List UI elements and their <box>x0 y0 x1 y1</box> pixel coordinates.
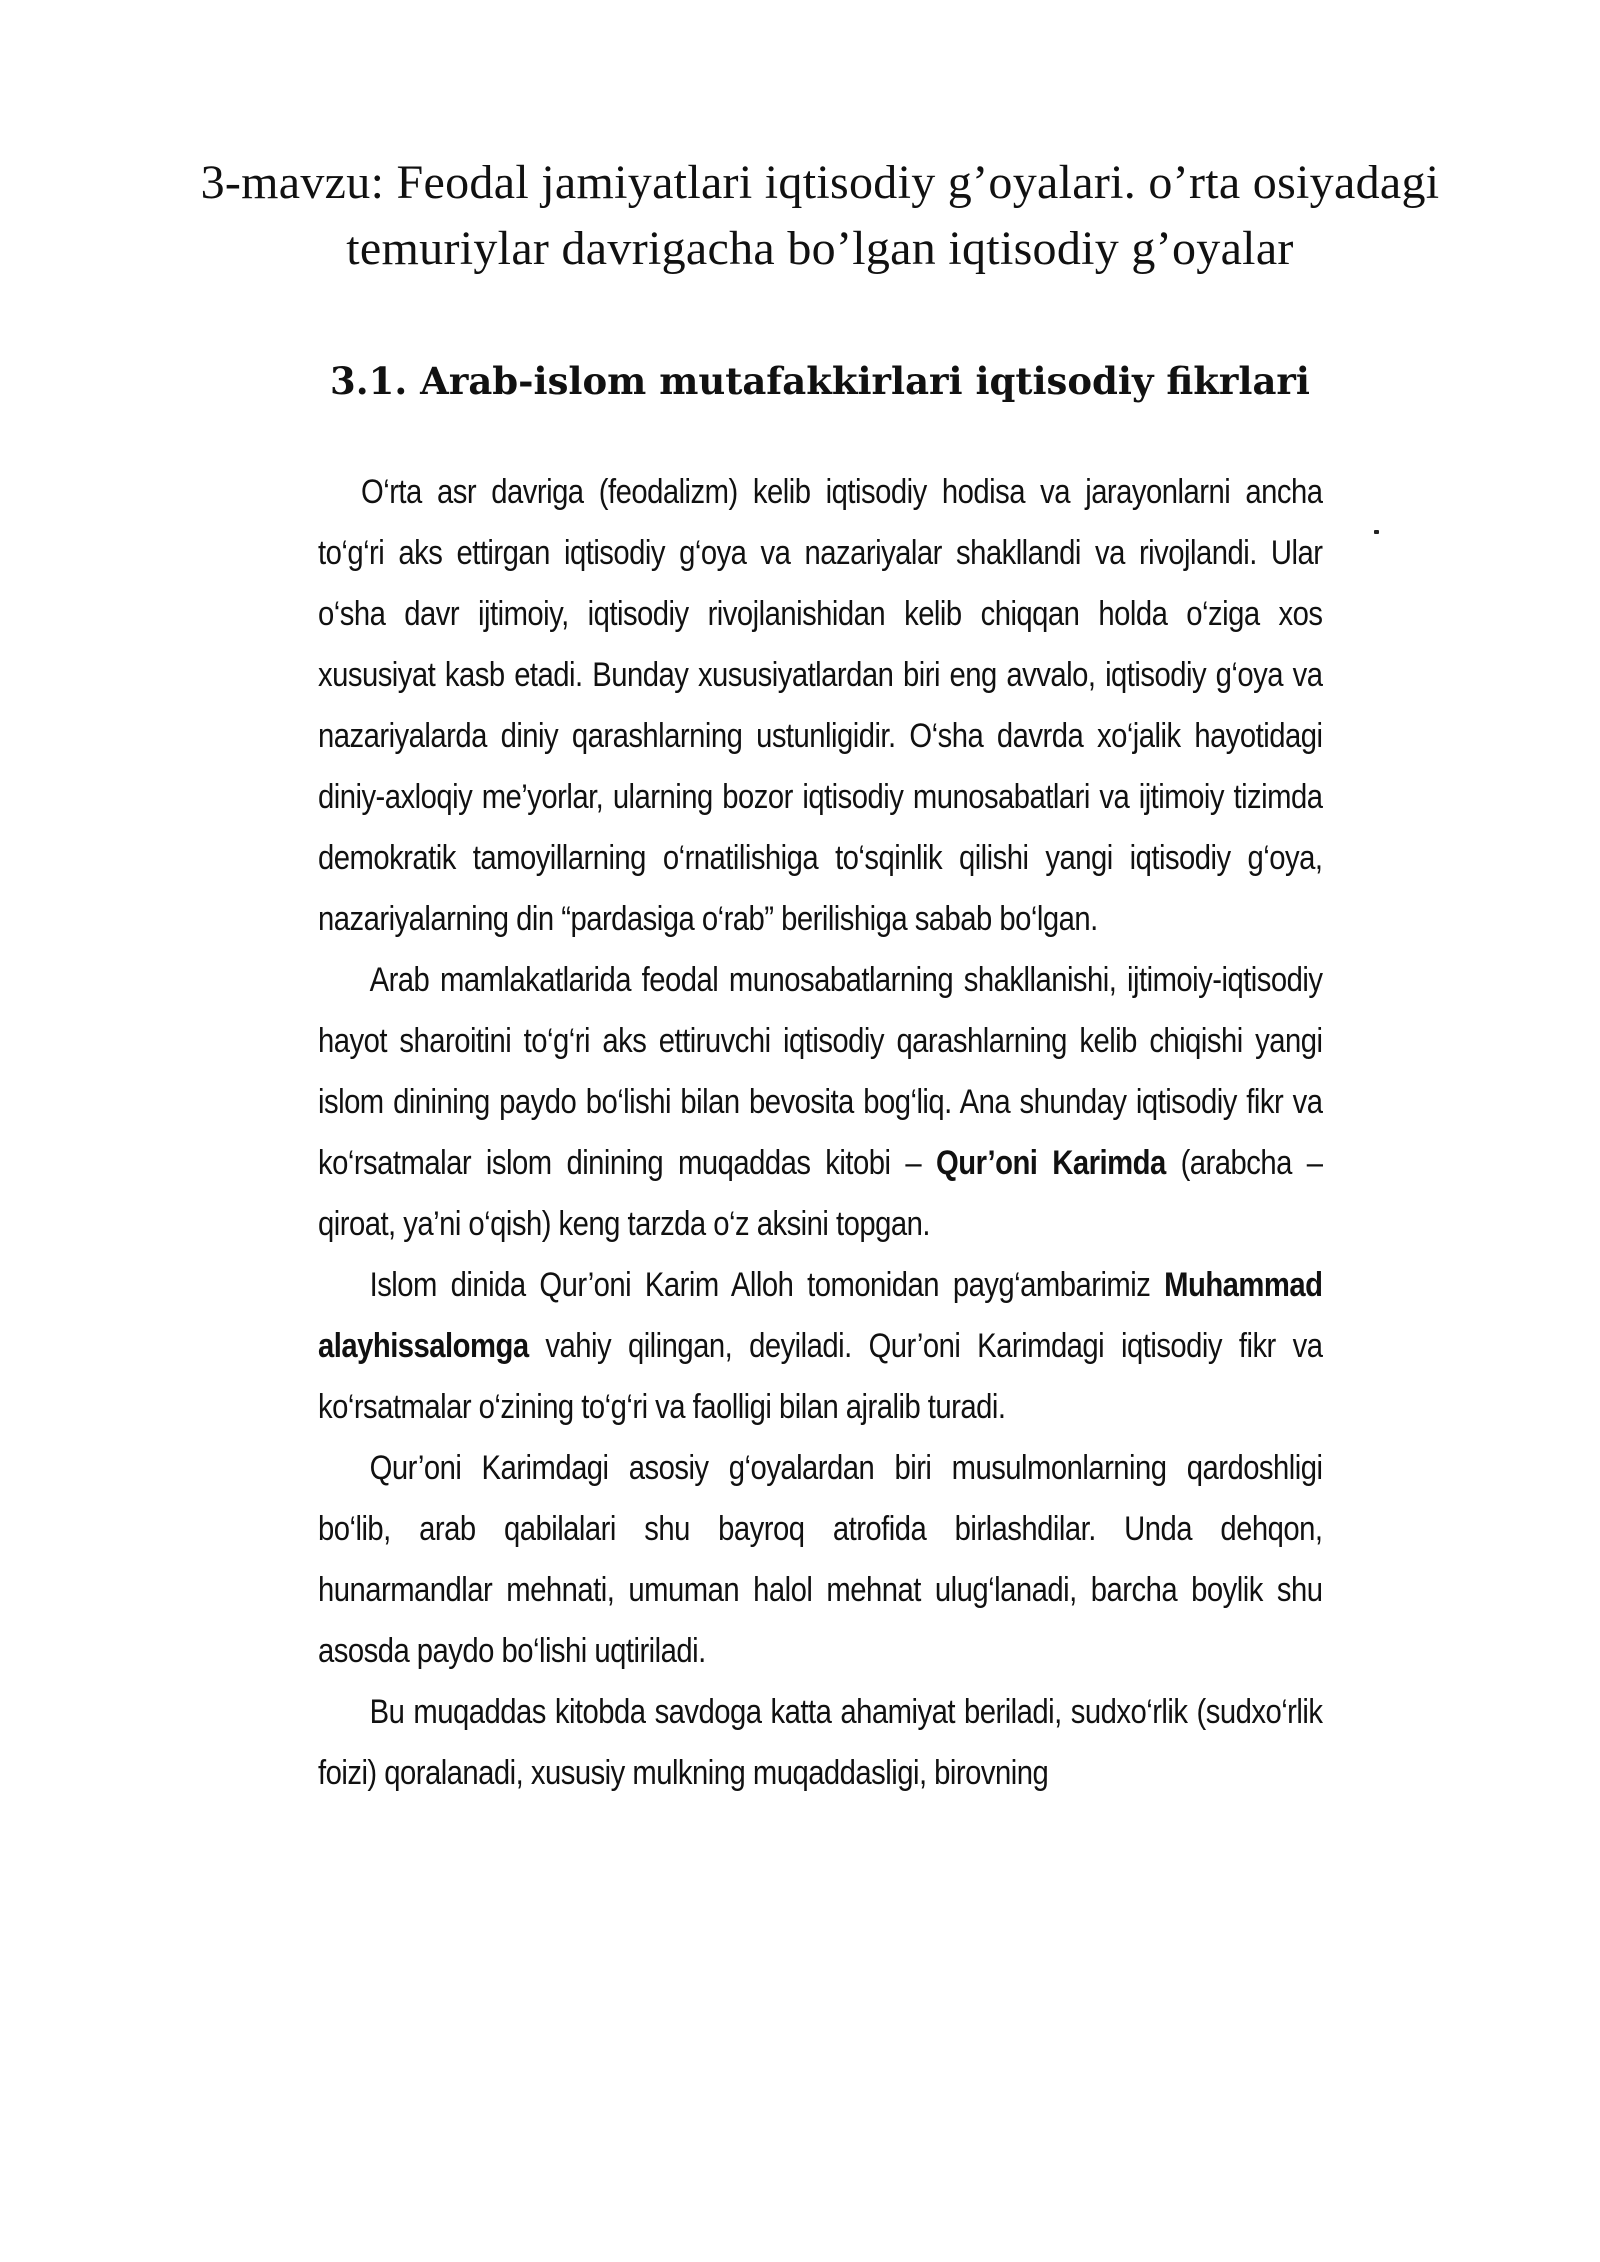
paragraph-2-text-before: Arab mamlakatlarida feodal munosabatlarning shakllanishi, ijtimoiy-iqtisodiy hayot sharoitini to‘g‘ri aks ettiruvchi iqtisodiy qarashlarning kelib chiqishi yangi islom dinining paydo bo‘lishi bilan bevosita bog‘liq. Ana shunday iqtisodiy fikr va ko‘rsatmalar islom dinining muqaddas kitobi – <box>318 961 1323 1182</box>
topic-title: 3-mavzu: Feodal jamiyatlari iqtisodiy g’oyalari. o’rta osiyadagi temuriylar davrigacha bo’lgan iqtisodiy g’oyalar <box>200 156 1440 275</box>
paragraph-3-text-after: vahiy qilingan, deyiladi. Qur’oni Karimdagi iqtisodiy fikr va ko‘rsatmalar o‘zining to‘g‘ri va faolligi bilan ajralib turadi. <box>318 1327 1323 1426</box>
body-text <box>318 462 1322 1804</box>
paragraph-3-bold-term: Muhammad alayhissalomga <box>318 1266 1323 1365</box>
paragraph-2-text-after: (arabcha – qiroat, ya’ni o‘qish) keng tarzda o‘z aksini topgan. <box>318 1144 1323 1243</box>
paragraph-3 <box>318 1255 1322 1438</box>
paragraph-3-text-before: Islom dinida Qur’oni Karim Alloh tomonidan payg‘ambarimiz <box>369 1266 1165 1304</box>
section-title: 3.1. Arab-islom mutafakkirlari iqtisodiy fikrlari <box>330 359 1310 403</box>
paragraph-4: Qur’oni Karimdagi asosiy g‘oyalardan biri musulmonlarning qardoshligi bo‘lib, arab qabilalari shu bayroq atrofida birlashdilar. Unda dehqon, hunarmandlar mehnati, umuman halol mehnat ulug‘lanadi, barcha boylik shu asosda paydo bo‘lishi uqtiriladi. <box>318 1449 1323 1670</box>
stray-ink-mark <box>1374 530 1379 534</box>
paragraph-5: Bu muqaddas kitobda savdoga katta ahamiyat beriladi, sudxo‘rlik (sudxo‘rlik foizi) qoralanadi, xususiy mulkning muqaddasligi, birovning <box>318 1693 1323 1792</box>
paragraph-2-bold-term: Qur’oni Karimda <box>935 1144 1166 1182</box>
paragraph-1: O‘rta asr davriga (feodalizm) kelib iqtisodiy hodisa va jarayonlarni ancha to‘g‘ri aks ettirgan iqtisodiy g‘oya va nazariyalar shakllandi va rivojlandi. Ular o‘sha davr ijtimoiy, iqtisodiy rivojlanishidan kelib chiqqan holda o‘ziga xos xususiyat kasb etadi. Bunday xususiyatlardan biri eng avvalo, iqtisodiy g‘oya va nazariyalarda diniy qarashlarning ustunligidir. O‘sha davrda xo‘jalik hayotidagi diniy-axloqiy me’yorlar, ularning bozor iqtisodiy munosabatlari va ijtimoiy tizimda demokratik tamoyillarning o‘rnatilishiga to‘sqinlik qilishi yangi iqtisodiy g‘oya, nazariyalarning din “pardasiga o‘rab” berilishiga sabab bo‘lgan. <box>318 473 1323 938</box>
paragraph-2 <box>318 950 1322 1255</box>
